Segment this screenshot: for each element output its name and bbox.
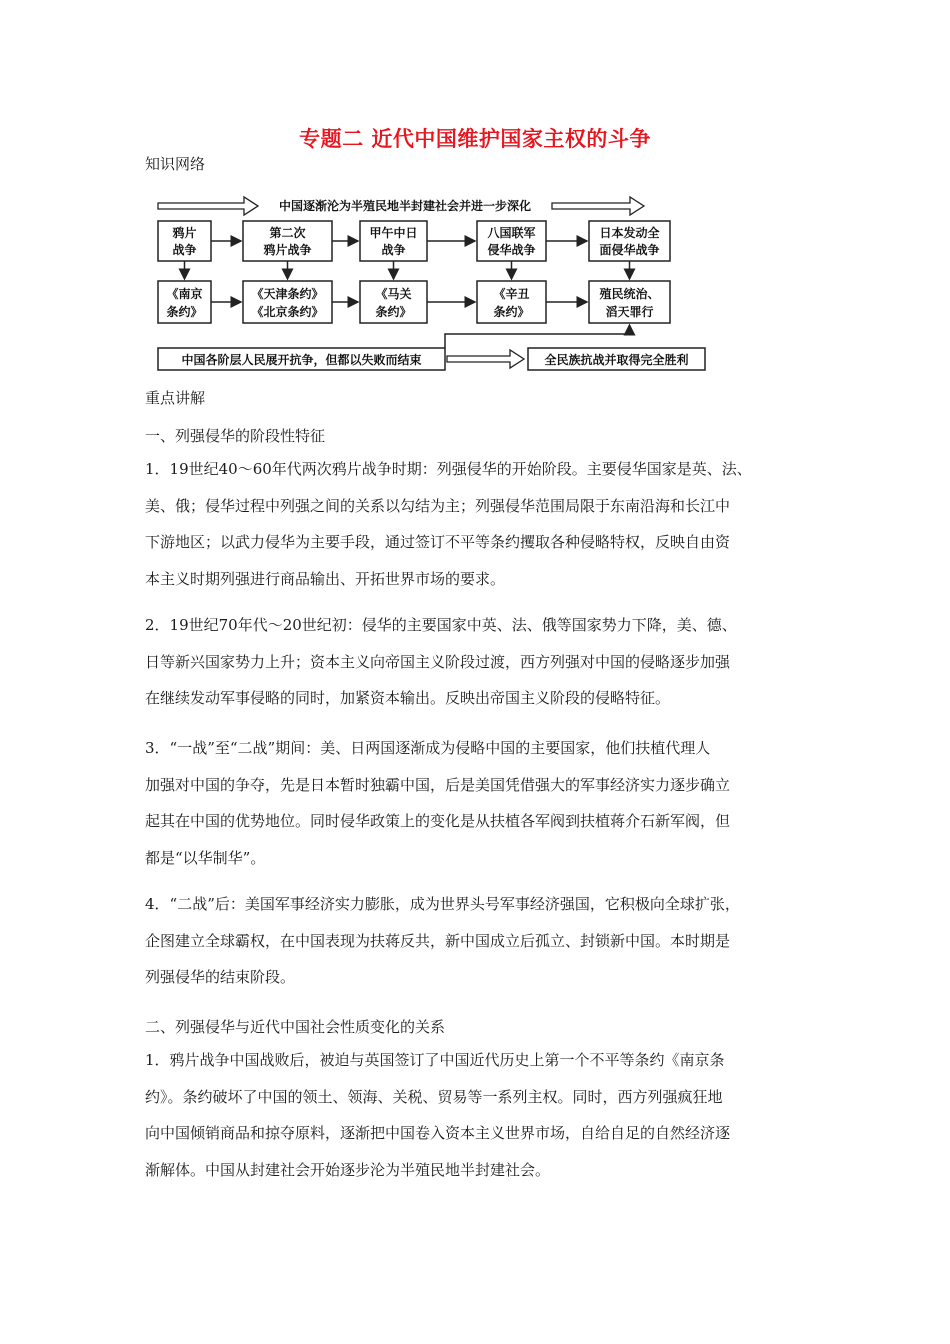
war-box-4 <box>477 221 546 261</box>
war-box-3-line-1: 甲午中日 <box>369 226 418 240</box>
war-box-4-line-2: 侵华战争 <box>487 243 536 257</box>
resistance-text: 中国各阶层人民展开抗争，但都以失败而结束 <box>181 353 422 367</box>
text-line: 4．“二战”后：美国军事经济实力膨胀，成为世界头号军事经济强国，它积极向全球扩张， <box>145 895 740 913</box>
treaty-box-2-line-2: 《北京条约》 <box>251 305 324 319</box>
section2-heading: 二、列强侵华与近代中国社会性质变化的关系 <box>145 1018 446 1036</box>
banner-arrow-right <box>552 197 644 215</box>
section1-paragraph-3 <box>145 730 825 877</box>
war-box-1 <box>158 221 211 261</box>
resistance-box <box>158 348 445 370</box>
section1-paragraph-4 <box>145 886 825 996</box>
victory-text: 全民族抗战并取得完全胜利 <box>544 353 689 367</box>
text-line: 列强侵华的结束阶段。 <box>145 968 296 987</box>
section2-paragraph-1 <box>145 1042 825 1189</box>
text-line: 都是“以华制华”。 <box>145 849 266 868</box>
text-line: 在继续发动军事侵略的同时，加紧资本输出。反映出帝国主义阶段的侵略特征。 <box>145 689 671 708</box>
treaty-box-5-line-2: 滔天罪行 <box>605 305 654 319</box>
section1-paragraph-2 <box>145 607 825 717</box>
victory-box <box>528 348 705 370</box>
war-box-5-line-2: 面侵华战争 <box>599 243 660 257</box>
page-title: 专题二 近代中国维护国家主权的斗争 <box>299 127 651 151</box>
text-line: 1．19世纪40～60年代两次鸦片战争时期：列强侵华的开始阶段。主要侵华国家是英、法、 <box>145 460 752 478</box>
text-line: 加强对中国的争夺，先是日本暂时独霸中国，后是美国凭借强大的军事经济实力逐步确立 <box>145 775 731 794</box>
treaty-box-1-line-2: 条约》 <box>166 305 203 319</box>
war-box-1-line-1: 鸦片 <box>172 226 197 240</box>
war-box-2-line-1: 第二次 <box>269 226 306 240</box>
treaty-box-2-line-1: 《天津条约》 <box>251 287 324 301</box>
war-box-1-line-2: 战争 <box>172 243 197 257</box>
treaty-box-1 <box>158 281 211 323</box>
text-line: 2．19世纪70年代～20世纪初：侵华的主要国家中英、法、俄等国家势力下降，美、德、 <box>145 616 737 634</box>
text-line: 1．鸦片战争中国战败后，被迫与英国签订了中国近代历史上第一个不平等条约《南京条 <box>145 1051 725 1069</box>
war-box-5 <box>589 221 670 261</box>
treaty-box-4-line-2: 条约》 <box>493 305 530 319</box>
section1-heading: 一、列强侵华的阶段性特征 <box>145 427 326 445</box>
text-line: 起其在中国的优势地位。同时侵华政策上的变化是从扶植各军阀到扶植蒋介石新军阀，但 <box>145 812 731 831</box>
text-line: 日等新兴国家势力上升；资本主义向帝国主义阶段过渡，西方列强对中国的侵略逐步加强 <box>145 652 731 671</box>
resistance-connector <box>445 325 630 348</box>
section-label-key-points: 重点讲解 <box>145 389 206 407</box>
treaty-box-2 <box>243 281 332 323</box>
treaty-box-5-line-1: 殖民统治、 <box>599 287 660 301</box>
war-box-5-line-1: 日本发动全 <box>599 226 660 240</box>
text-line: 渐解体。中国从封建社会开始逐步沦为半殖民地半封建社会。 <box>145 1161 551 1180</box>
text-line: 企图建立全球霸权，在中国表现为扶蒋反共，新中国成立后孤立、封锁新中国。本时期是 <box>145 931 731 950</box>
war-box-3-line-2: 战争 <box>381 243 406 257</box>
treaty-box-4 <box>477 281 546 323</box>
text-line: 向中国倾销商品和掠夺原料，逐渐把中国卷入资本主义世界市场，自给自足的自然经济逐 <box>145 1124 731 1143</box>
knowledge-network-diagram <box>0 0 950 380</box>
text-line: 美、俄；侵华过程中列强之间的关系以勾结为主；列强侵华范围局限于东南沿海和长江中 <box>145 496 731 515</box>
treaty-box-3-line-2: 条约》 <box>375 305 412 319</box>
text-line: 约》。条约破坏了中国的领土、领海、关税、贸易等一系列主权。同时，西方列强疯狂地 <box>145 1087 723 1106</box>
war-box-2 <box>243 221 332 261</box>
treaty-box-5 <box>589 281 670 323</box>
war-box-3 <box>360 221 427 261</box>
treaty-box-3-line-1: 《马关 <box>375 287 412 301</box>
text-line: 下游地区；以武力侵华为主要手段，通过签订不平等条约攫取各种侵略特权，反映自由资 <box>145 533 731 552</box>
treaty-box-1-line-1: 《南京 <box>166 287 203 301</box>
victory-arrow <box>447 350 524 368</box>
banner-arrow-left <box>158 197 258 215</box>
section1-paragraph-1 <box>145 451 825 598</box>
section-label-network: 知识网络 <box>145 155 206 173</box>
treaty-box-3 <box>360 281 427 323</box>
war-box-2-line-2: 鸦片战争 <box>263 243 312 257</box>
treaty-box-4-line-1: 《辛丑 <box>493 287 530 301</box>
war-box-4-line-1: 八国联军 <box>487 226 536 240</box>
banner-text: 中国逐渐沦为半殖民地半封建社会并进一步深化 <box>278 199 532 213</box>
text-line: 本主义时期列强进行商品输出、开拓世界市场的要求。 <box>145 570 506 589</box>
text-line: 3．“一战”至“二战”期间：美、日两国逐渐成为侵略中国的主要国家，他们扶植代理人 <box>145 739 711 757</box>
